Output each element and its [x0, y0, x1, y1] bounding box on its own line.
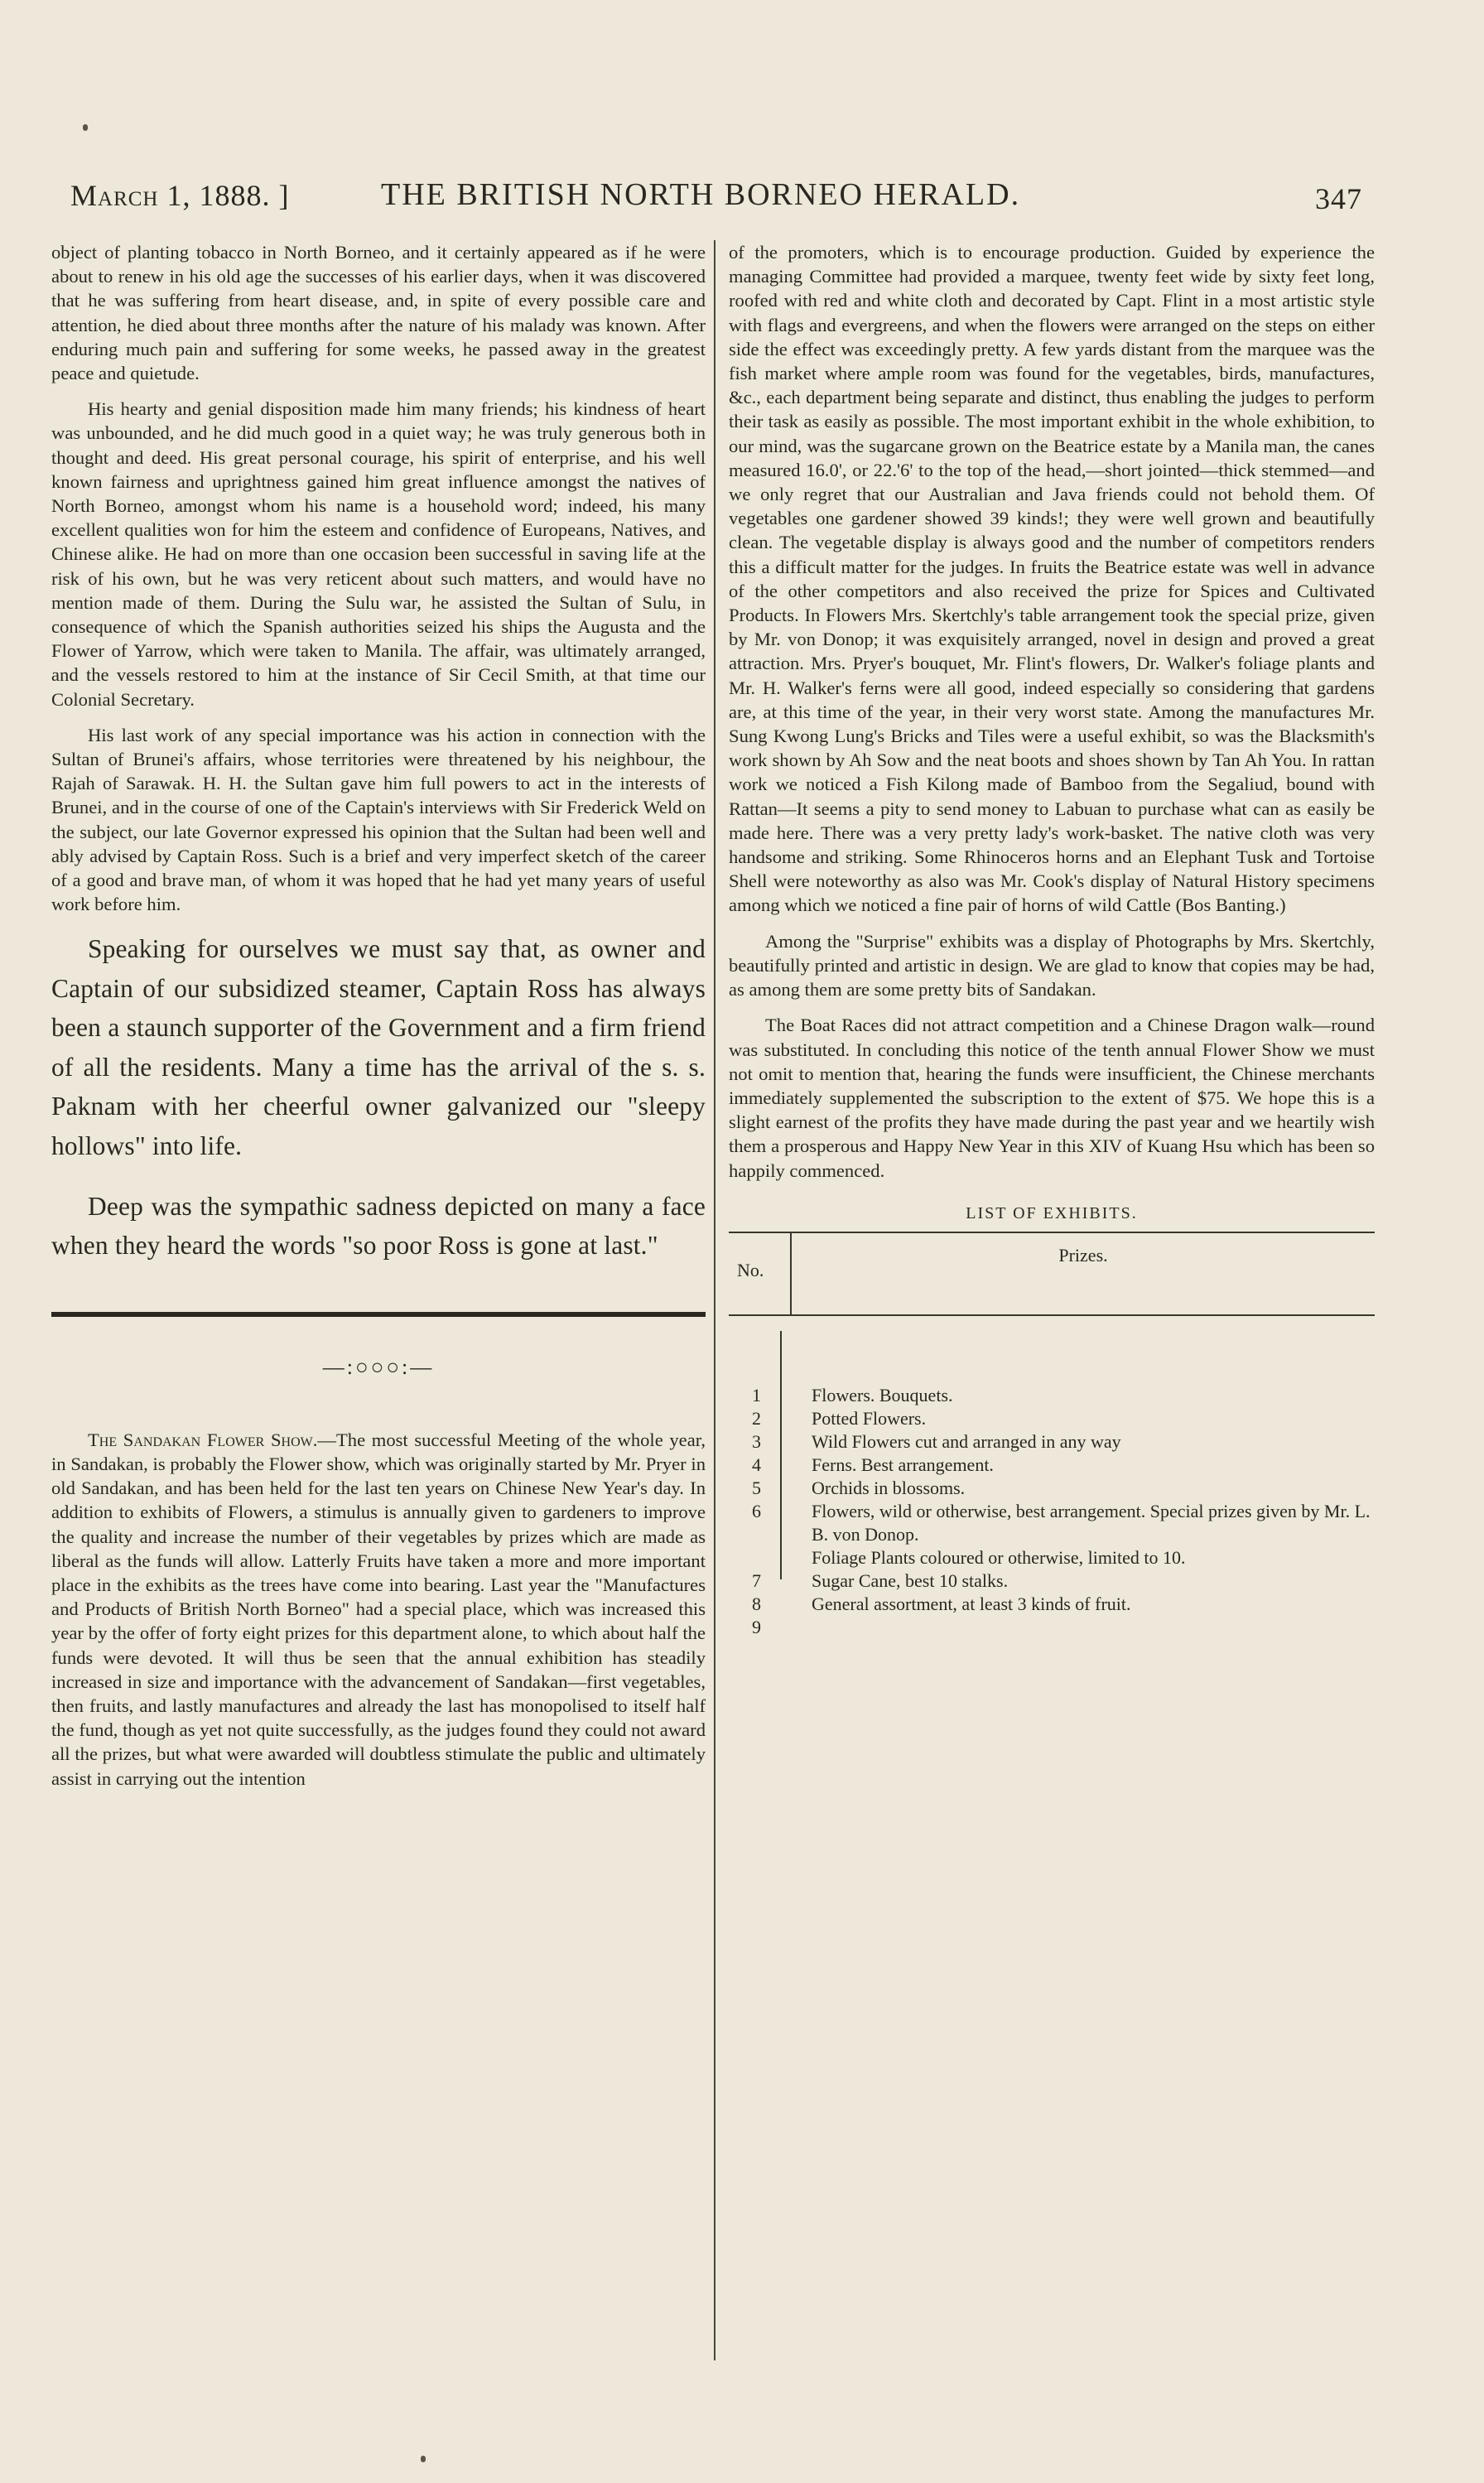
obituary-paragraph-1: object of planting tobacco in North Borneo, and it certainly appeared as if he were about to renew in his old age the successes of his earlier days, when it was discovered that he was suffering from heart disease, and, in spite of every possible care and attention, he died about three months after the nature of his malady was known. After enduring much pain and suffering for some weeks, he passed away in the greatest peace and quietude.: [51, 242, 706, 384]
ornament-divider: —:○○○:—: [322, 1354, 435, 1379]
right-column: [729, 240, 1375, 1639]
exhibits-table: [729, 1232, 1375, 1639]
prize-item: Ferns. Best arrangement.: [812, 1454, 994, 1475]
row-number: 5: [752, 1477, 761, 1498]
row-number: 2: [752, 1407, 761, 1429]
obituary-paragraph-2: His hearty and genial disposition made him many friends; his kindness of heart was unbounded, and he did much good in a quiet way; he was truly generous both in thought and deed. His great personal courage, his spirit of enterprise, and his well known fairness and uprightness gained him great influence amongst the natives of North Borneo, amongst whom his name is a household word; indeed, his many excellent qualities won for him the esteem and confidence of Europeans, Natives, and Chinese alike. He had on more than one occasion been successful in saving life at the risk of his own, but he was very reticent about such matters, and would have no mention made of them. During the Sulu war, he assisted the Sultan of Sulu, in consequence of which the Spanish authorities seized his ships the Augusta and the Flower of Yarrow, which were taken to Manila. The affair, was ultimately arranged, and the vessels restored to him at the instance of Sir Cecil Smith, at that time our Colonial Secretary.: [51, 398, 706, 710]
section-rule: [51, 1312, 706, 1317]
issue-date: March 1, 1888. ]: [70, 179, 290, 212]
prize-item: [812, 1616, 1375, 1639]
editorial-paragraph-2: Deep was the sympathic sadness depicted on many a face when they heard the words "so poor Ross is gone at last.": [51, 1191, 706, 1261]
page-header: [70, 170, 1362, 223]
prizes-column: [782, 1331, 1375, 1639]
boat-races-paragraph: The Boat Races did not attract competition and a Chinese Dragon walk—round was substituted. In concluding this notice of the tenth annual Flower Show we must not omit to mention that, hearing the funds were insufficient, the Chinese merchants immediately supplemented the subscription to the extent of $75. We hope this is a slight earnest of the profits they have made during the past year and we heartily wish them a prosperous and Happy New Year in this XIV of Kuang Hsu which has been so happily commenced.: [729, 1015, 1375, 1181]
column-header-no: No.: [729, 1233, 792, 1314]
column-header-prizes: Prizes.: [1058, 1244, 1108, 1266]
prize-item: Wild Flowers cut and arranged in any way: [812, 1430, 1121, 1452]
flower-show-continued: of the promoters, which is to encourage production. Guided by experience the managing Committee had provided a marquee, twenty feet wide by sixty feet long, roofed with red and white cloth and decorated by Capt. Flint in a most artistic style with flags and evergreens, and when the flowers were arranged on the steps on either side the effect was exceedingly pretty. A few yards distant from the marquee was the fish market where ample room was found for the vegetables, birds, manufactures, &c., each department being separate and distinct, thus enabling the judges to perform their task as easily as possible. The most important exhibit in the whole exhibition, to our mind, was the sugarcane grown on the Beatrice estate by a Manila man, the canes measured 16.0', or 22.'6' to the top of the head,—short jointed—thick stemmed—and we only regret that our Australian and Java friends could not behold them. Of vegetables one gardener showed 39 kinds!; they were well grown and beautifully clean. The vegetable display is always good and the number of competitors renders this a difficult matter for the judges. In fruits the Beatrice estate was well in advance of the other competitors and also received the prize for Spices and Cultivated Products. In Flowers Mrs. Skertchly's table arrangement took the special prize, given by Mr. von Donop; it was exquisitely arranged, novel in design and proved a great attraction. Mrs. Pryer's bouquet, Mr. Flint's flowers, Dr. Walker's foliage plants and Mr. H. Walker's ferns were all good, indeed especially so considering that gardens are, at this time of the year, in their very worst state. Among the manufactures Mr. Sung Kwong Lung's Bricks and Tiles were a useful exhibit, so was the Blacksmith's work shown by Ah Sow and the neat boots and shoes shown by Tan Ah You. In rattan work we noticed a Fish Kilong made of Bamboo from the Segaliud, bound with Rattan—It seems a pity to send money to Labuan to purchase what can as easily be made here. There was a very pretty lady's work-basket. The native cloth was very handsome and striking. Some Rhinoceros horns and an Elephant Tusk and Tortoise Shell were noteworthy as also was Mr. Cook's display of Natural History specimens among which we noticed a fine pair of horns of wild Cattle (Bos Banting.): [729, 242, 1375, 916]
obituary-paragraph-3: His last work of any special importance was his action in connection with the Sultan of Brunei's affairs, whose territories were threatened by his neighbour, the Rajah of Sarawak. H. H. the Sultan gave him full powers to act in the interests of Brunei, and in the course of one of the Captain's interviews with Sir Frederick Weld on the subject, our late Governor expressed his opinion that the Sultan had been well and ably advised by Captain Ross. Such is a brief and very imperfect sketch of the career of a good and brave man, of whom it was hoped that he had yet many years of useful work before him.: [51, 724, 706, 915]
page-number: 347: [1315, 182, 1362, 215]
table-body: [729, 1316, 1375, 1639]
prize-item: Flowers. Bouquets.: [812, 1384, 953, 1405]
row-number: 1: [752, 1384, 761, 1405]
row-number: [752, 1546, 780, 1569]
prize-item: General assortment, at least 3 kinds of fruit.: [812, 1593, 1131, 1614]
row-number: 6: [752, 1500, 761, 1521]
article-heading: The Sandakan Flower Show.: [88, 1429, 318, 1450]
prize-item: Foliage Plants coloured or otherwise, limited to 10.: [812, 1546, 1186, 1568]
prize-item: Flowers, wild or otherwise, best arrangement. Special prizes given by Mr. L. B. von Donop.: [812, 1500, 1371, 1545]
editorial-paragraph-1: Speaking for ourselves we must say that, as owner and Captain of our subsidized steamer, Captain Ross has always been a staunch supporter of the Government and a firm friend of all the residents. Many a time has the arrival of the s. s. Paknam with her cheerful owner galvanized our "sleepy hollows" into life.: [51, 934, 706, 1160]
row-number: 3: [752, 1430, 761, 1452]
surprise-exhibits-paragraph: Among the "Surprise" exhibits was a display of Photographs by Mrs. Skertchly, beautifully printed and artistic in design. We are glad to know that copies may be had, as among them are some pretty bits of Sandakan.: [729, 930, 1375, 1000]
prize-item: Sugar Cane, best 10 stalks.: [812, 1569, 1009, 1591]
row-number: 7: [752, 1569, 761, 1591]
ink-speck: [83, 124, 88, 131]
row-number: 4: [752, 1454, 761, 1475]
row-number: 9: [752, 1616, 761, 1637]
article-text: —The most successful Meeting of the whole year, in Sandakan, is probably the Flower show, which was originally started by Mr. Pryer in old Sandakan, and has been held for the last ten years on Chinese New Year's day. In addition to exhibits of Flowers, a stimulus is annually given to gardeners to improve the quality and increase the number of their vegetables by prizes which are made as liberal as the funds will allow. Latterly Fruits have taken a more and more important place in the exhibits as the trees have come into bearing. Last year the "Manufactures and Products of British North Borneo" had a special place, which was increased this year by the offer of forty eight prizes for this department alone, to which about half the funds were devoted. It will thus be seen that the annual exhibition has steadily increased in size and importance with the advancement of Sandakan—first vegetables, then fruits, and lastly manufactures and already the last has monopolised to itself half the fund, though as yet not quite successfully, as the judges found they could not award all the prizes, but what were awarded will doubtless stimulate the public and ultimately assist in carrying out the intention: [51, 1429, 706, 1789]
table-header: [729, 1233, 1375, 1316]
number-column: [729, 1331, 782, 1637]
list-heading: LIST OF EXHIBITS.: [966, 1203, 1138, 1222]
newspaper-title: THE BRITISH NORTH BORNEO HERALD.: [381, 177, 1021, 212]
row-number: 8: [752, 1593, 761, 1614]
column-divider: [714, 240, 716, 2360]
ink-speck: [421, 2456, 426, 2462]
left-column: [51, 240, 706, 1802]
prize-item: Orchids in blossoms.: [812, 1477, 966, 1498]
flower-show-paragraph: [51, 1428, 706, 1791]
prize-item: Potted Flowers.: [812, 1407, 927, 1429]
